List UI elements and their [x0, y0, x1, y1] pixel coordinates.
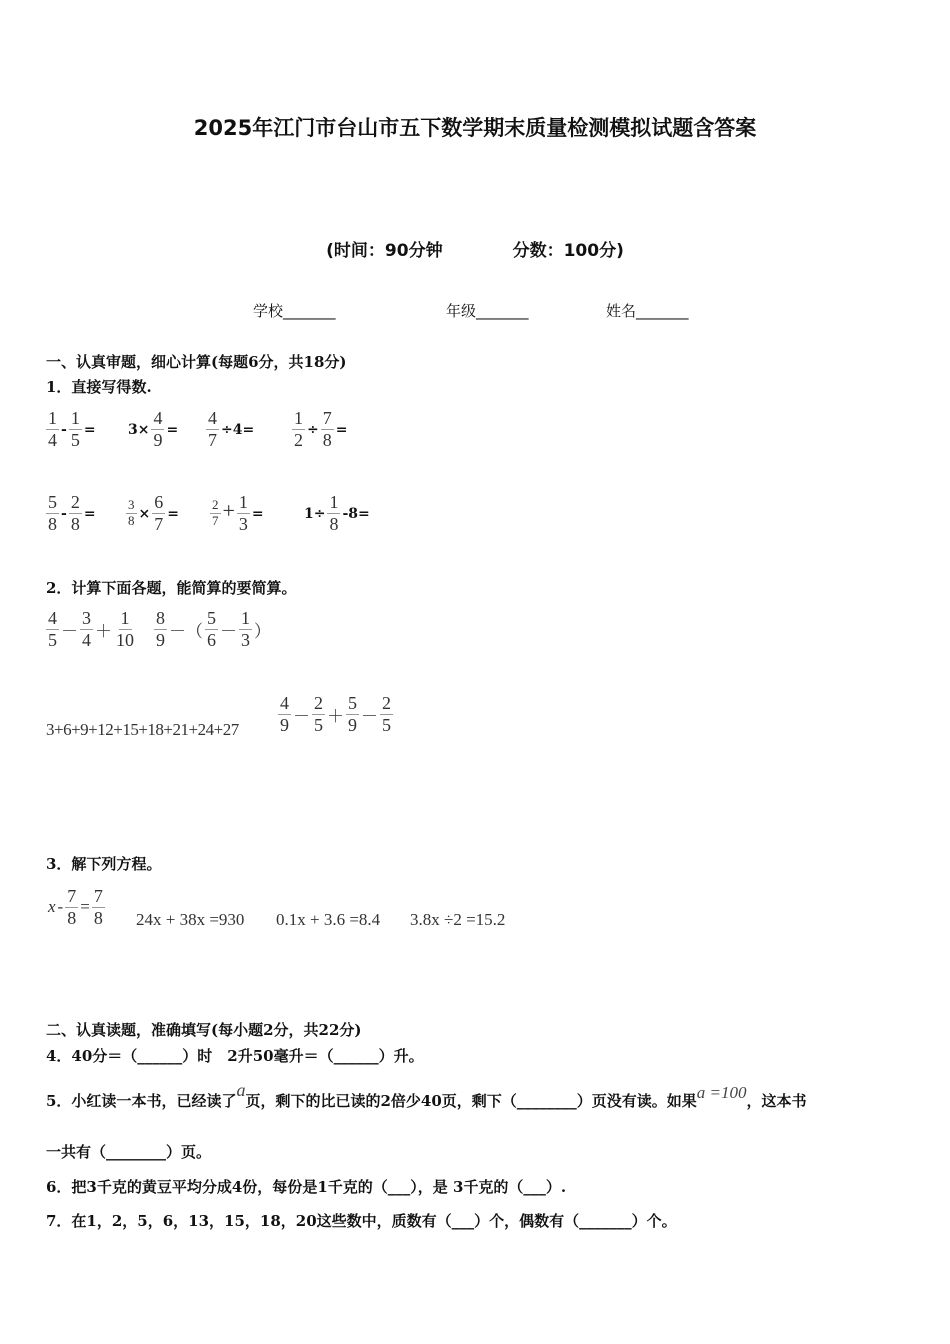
section2-heading: 二、认真读题，准确填写(每小题2分，共22分) [46, 1021, 362, 1039]
q5-text-part1: 5．小红读一本书，已经读了 [46, 1092, 237, 1110]
school-field[interactable]: 学校_______ [253, 302, 336, 320]
name-field[interactable]: 姓名_______ [606, 302, 689, 320]
q7-text: 7．在1，2，5，6，13，15，18，20这些数中，质数有（___）个，偶数有（_______）个。 [46, 1212, 677, 1230]
exam-score: 分数：100分) [512, 241, 624, 261]
fraction: $\frac{1}{2}$ [294, 408, 303, 450]
q2-label-text: 2．计算下面各题，能简算的要简算。 [46, 579, 297, 597]
fraction: $\frac{1}{5}$ [70, 408, 80, 450]
q5-text-part3: ，这本书 [746, 1092, 807, 1110]
fraction: 2 5 [314, 693, 323, 735]
q1-r1-expr3: $\frac{4}{7}$ ÷4= [208, 408, 255, 450]
fraction: $\frac{7}{8}$ [67, 886, 77, 928]
fraction: 1 10 [116, 608, 134, 650]
fraction: 3 4 [82, 608, 91, 650]
q1-label-text: 1．直接写得数. [46, 378, 152, 396]
q2-label [46, 577, 296, 598]
fraction: $\frac{7}{8}$ [322, 408, 332, 450]
fraction: $\frac{2}{7}$ [212, 496, 219, 528]
page-title: 2025年江门市台山市五下数学期末质量检测模拟试题含答案 [193, 116, 757, 140]
fraction: 5 6 [207, 608, 216, 650]
fraction: 8 9 [156, 608, 165, 650]
fraction: $\frac{3}{8}$ [128, 496, 135, 528]
fraction: $\frac{2}{8}$ [70, 492, 80, 534]
q5-text-part2: 页，剩下的比已读的2倍少40页，剩下（________）页没有读。如果 [245, 1092, 697, 1110]
q3-eq3: 0.1x + 3.6 =8.4 [276, 910, 381, 929]
q5-line1 [46, 1080, 807, 1111]
q4 [46, 1045, 424, 1066]
q3-eq2: 24x + 38x =930 [136, 910, 245, 929]
grade-field[interactable]: 年级_______ [446, 302, 529, 320]
fraction: 1 3 [241, 608, 250, 650]
q2-expr2: 8 9 －（ 5 6 － 1 3 ） [156, 608, 271, 650]
q2-expr1: 4 5 － 3 4 ＋ 1 10 [48, 608, 134, 650]
q3-eq1: x - $\frac{7}{8}$ = $\frac{7}{8}$ [48, 886, 103, 928]
fraction: $\frac{6}{7}$ [154, 492, 164, 534]
q1-r1-expr4: $\frac{1}{2}$ ÷ $\frac{7}{8}$ = [294, 408, 348, 450]
q1-r2-expr2: $\frac{3}{8}$ × $\frac{6}{7}$ = [128, 492, 179, 534]
exam-time: (时间：90分钟 [326, 241, 443, 261]
q1-r1-expr1: $\frac{1}{4}$ - $\frac{1}{5}$ = [48, 408, 96, 450]
fraction: $\frac{1}{4}$ [48, 408, 57, 450]
q3-eq4: 3.8x ÷2 =15.2 [410, 910, 506, 929]
fraction: $\frac{4}{7}$ [208, 408, 217, 450]
q1-r2-expr1: $\frac{5}{8}$ - $\frac{2}{8}$ = [48, 492, 96, 534]
fraction: $\frac{7}{8}$ [93, 886, 103, 928]
fraction: $\frac{1}{8}$ [329, 492, 339, 534]
exam-info [0, 236, 950, 261]
q3-label-text: 3．解下列方程。 [46, 855, 162, 873]
fraction: $\frac{5}{8}$ [48, 492, 57, 534]
q7 [46, 1210, 677, 1231]
q2-expr4: 4 9 － 2 5 ＋ 5 9 － 2 5 [280, 693, 391, 735]
q1-r2-expr4: 1÷ $\frac{1}{8}$ -8= [304, 492, 370, 534]
q5-line2 [46, 1141, 211, 1162]
fraction: 2 5 [382, 693, 391, 735]
fraction: 4 9 [280, 693, 289, 735]
q5-condition: a =100 [696, 1083, 747, 1102]
q5-var: a [236, 1080, 246, 1100]
fraction: $\frac{4}{9}$ [153, 408, 163, 450]
q2-expr3: 3+6+9+12+15+18+21+24+27 [46, 720, 239, 739]
q1-r1-expr2: 3× $\frac{4}{9}$ = [128, 408, 179, 450]
q3-label [46, 853, 161, 874]
q5-text-line2: 一共有（________）页。 [46, 1143, 212, 1161]
q6 [46, 1176, 566, 1197]
fraction: $\frac{1}{3}$ [238, 492, 248, 534]
q1-r2-expr3: $\frac{2}{7}$ + $\frac{1}{3}$ = [212, 492, 264, 534]
q4-text: 4．40分＝（______）时 2升50毫升＝（______）升。 [46, 1047, 424, 1065]
fraction: 4 5 [48, 608, 57, 650]
fraction: 5 9 [348, 693, 357, 735]
q1-label [46, 376, 152, 397]
section1-heading: 一、认真审题，细心计算(每题6分，共18分) [46, 353, 347, 371]
q6-text: 6．把3千克的黄豆平均分成4份，每份是1千克的（___），是 3千克的（___）. [46, 1178, 567, 1196]
